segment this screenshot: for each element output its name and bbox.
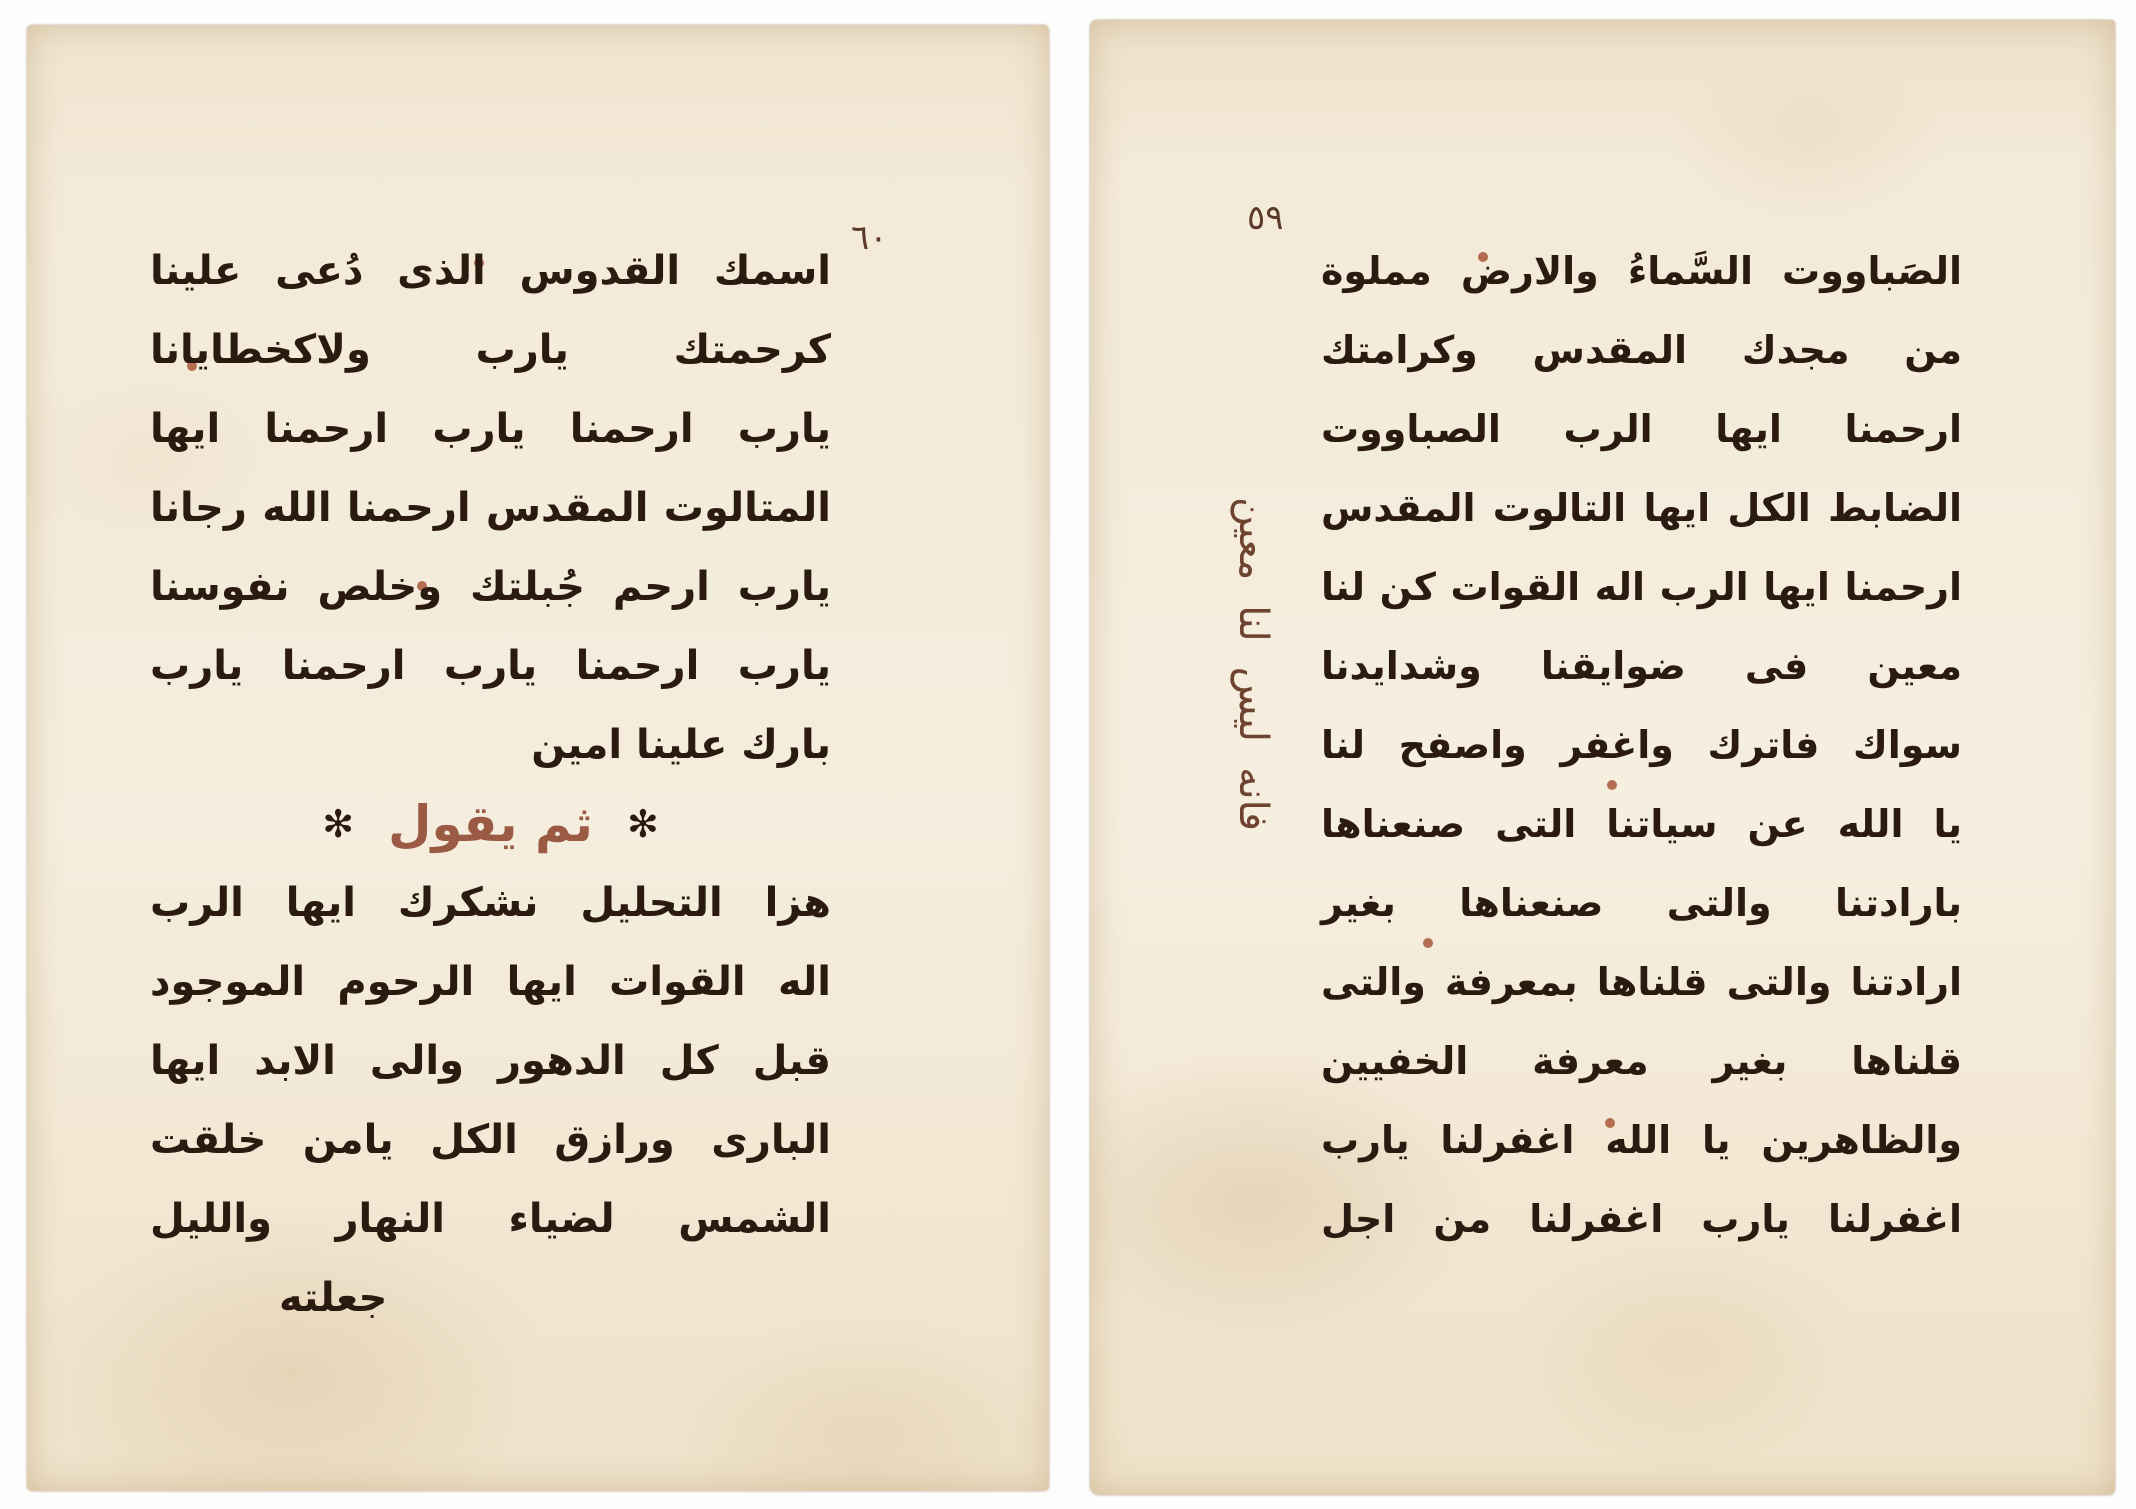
manuscript-line: معين فى ضوايقنا وشدايدنا [1321, 644, 1962, 688]
text-block [1321, 232, 1962, 1259]
manuscript-line: ارادتنا والتى قلناها بمعرفة والتى [1321, 960, 1962, 1004]
right-page [1090, 20, 2115, 1495]
manuscript-line: كرحمتك يارب ولاكخطايانا [150, 327, 831, 373]
manuscript-line: الصَباووت السَّماءُ والارض مملوة [1321, 249, 1962, 293]
manuscript-line: الضابط الكل ايها التالوت المقدس [1321, 486, 1962, 530]
manuscript-line: يارب ارحمنا يارب ارحمنا يارب [150, 643, 831, 689]
manuscript-line: اسمك القدوس الذى دُعى علينا [150, 248, 831, 294]
catchword: جعلته [279, 1275, 388, 1321]
manuscript-line: قبل كل الدهور والى الابد ايها [150, 1038, 831, 1084]
manuscript-line: والظاهرين يا الله اغفرلنا يارب [1321, 1118, 1962, 1162]
manuscript-line: سواك فاترك واغفر واصفح لنا [1321, 723, 1962, 767]
manuscript-line: بارادتنا والتى صنعناها بغير [1321, 881, 1962, 925]
left-page [27, 25, 1049, 1491]
manuscript-line: يارب ارحمنا يارب ارحمنا ايها [150, 406, 831, 452]
manuscript-line: هزا التحليل نشكرك ايها الرب [150, 880, 831, 926]
page-number: ٥٩ [1247, 198, 1284, 238]
manuscript-line: قلناها بغير معرفة الخفيين [1321, 1039, 1962, 1083]
manuscript-line: يارب ارحم جُبلتك وخلص نفوسنا [150, 564, 831, 610]
manuscript-line: اله القوات ايها الرحوم الموجود [150, 959, 831, 1005]
manuscript-line: ارحمنا ايها الرب الصباووت [1321, 407, 1962, 451]
margin-note: فانه ليس لنا معين [1230, 497, 1276, 831]
manuscript-line: اغفرلنا يارب اغفرلنا من اجل [1321, 1197, 1962, 1241]
manuscript-line: من مجدك المقدس وكرامتك [1321, 328, 1962, 372]
star-ornament-icon [627, 785, 659, 864]
page-number: ٦٠ [851, 218, 888, 258]
manuscript-line: يا الله عن سياتنا التى صنعناها [1321, 802, 1962, 846]
manuscript-line: الشمس لضياء النهار والليل [150, 1196, 831, 1242]
manuscript-line: بارك علينا امين [531, 722, 831, 768]
section-heading: ثم يقول [388, 795, 593, 853]
star-ornament-icon [322, 785, 354, 864]
text-block [150, 232, 831, 1338]
manuscript-line: المتالوت المقدس ارحمنا الله رجانا [150, 485, 831, 531]
manuscript-line: ارحمنا ايها الرب اله القوات كن لنا [1321, 565, 1962, 609]
section-heading-row [150, 785, 831, 864]
manuscript-line: البارى ورازق الكل يامن خلقت [150, 1117, 831, 1163]
